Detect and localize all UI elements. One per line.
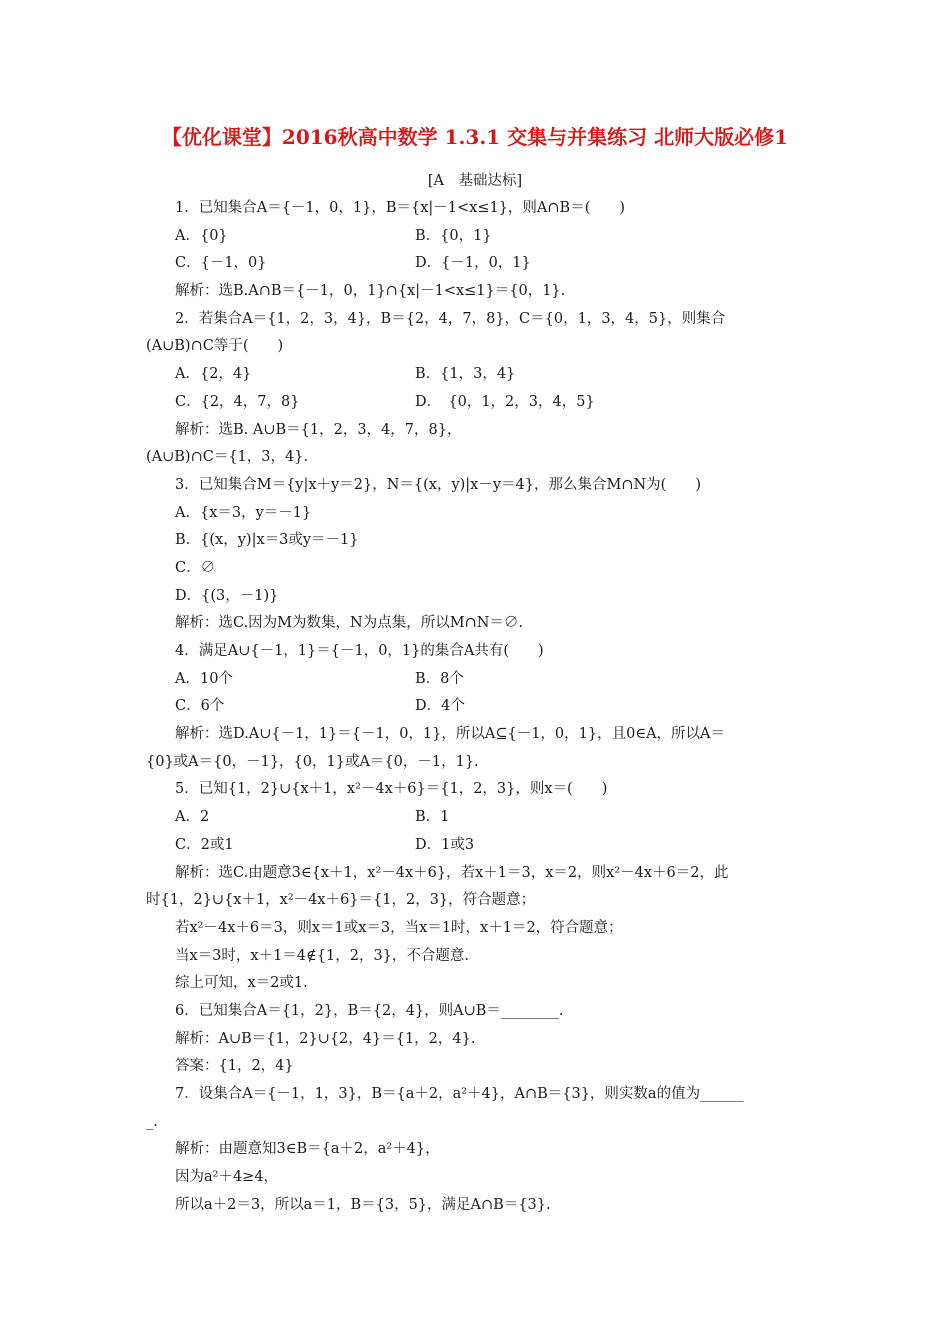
question-5-options-row-1 <box>146 804 808 832</box>
question-2-options-row-1 <box>146 361 808 389</box>
option-c: C．2或1 <box>175 836 234 853</box>
section-heading: [A 基础达标] <box>427 173 523 189</box>
question-5-conclusion: 综上可知，x＝2或1. <box>175 975 308 992</box>
option-b: B．8个 <box>415 670 464 687</box>
option-d: D．1或3 <box>415 836 475 853</box>
question-7-solution-step-3: 所以a＋2＝3，所以a＝1，B＝{3，5}，满足A∩B＝{3}. <box>175 1196 551 1213</box>
question-4-solution: 解析：选D.A∪{－1，1}＝{－1，0，1}，所以A⊆{－1，0，1}，且0∈A，所以A＝ <box>175 726 726 743</box>
question-7-stem: 7．设集合A＝{－1，1，3}，B＝{a＋2，a²＋4}，A∩B＝{3}，则实数a的值为______ <box>175 1086 744 1102</box>
question-5-solution: 解析：选C.由题意3∈{x＋1，x²－4x＋6}，若x＋1＝3，x＝2，则x²－4x＋6＝2，此 <box>175 864 729 881</box>
question-1-options-row-1 <box>146 223 808 251</box>
option-c: C．{－1，0} <box>175 255 267 272</box>
question-1-options-row-2 <box>146 250 808 278</box>
question-5-solution-case-2: 当x＝3时，x＋1＝4∉{1，2，3}，不合题意. <box>175 947 469 964</box>
option-c: C．6个 <box>175 698 225 715</box>
question-7-solution-step-2: 因为a²＋4≥4， <box>175 1169 279 1186</box>
document-title: 【优化课堂】2016秋高中数学 1.3.1 交集与并集练习 北师大版必修1 <box>161 125 789 149</box>
question-4-options-row-1 <box>146 666 808 694</box>
question-5-stem: 5．已知{1，2}∪{x＋1，x²－4x＋6}＝{1，2，3}，则x＝( ) <box>175 781 608 798</box>
question-7-stem-cont: _. <box>146 1113 158 1130</box>
option-a: A．{x＝3，y＝－1} <box>175 504 312 521</box>
question-1-stem: 1．已知集合A＝{－1，0，1}，B＝{x|－1<x≤1}，则A∩B＝( ) <box>175 200 626 216</box>
question-2-stem-cont: (A∪B)∩C等于( ) <box>146 338 284 355</box>
option-d: D．{(3，－1)} <box>175 587 279 604</box>
option-b: B．{1，3，4} <box>415 366 516 383</box>
question-2-solution: 解析：选B. A∪B＝{1，2，3，4，7，8}， <box>175 421 462 438</box>
option-a: A．2 <box>175 809 210 826</box>
question-4-options-row-2 <box>146 693 808 721</box>
question-4-stem: 4．满足A∪{－1，1}＝{－1，0，1}的集合A共有( ) <box>175 643 544 659</box>
option-d: D．4个 <box>415 698 465 715</box>
question-5-options-row-2 <box>146 832 808 860</box>
option-a: A．{2，4} <box>175 366 252 383</box>
option-a: A．10个 <box>175 670 233 687</box>
question-4-solution-cont: {0}或A＝{0，－1}，{0，1}或A＝{0，－1，1}. <box>146 753 479 770</box>
option-a: A．{0} <box>175 227 228 244</box>
question-2-stem: 2．若集合A＝{1，2，3，4}，B＝{2，4，7，8}，C＝{0，1，3，4，5}，则集合 <box>175 310 726 327</box>
question-6-answer: 答案：{1，2，4} <box>175 1058 294 1075</box>
question-6-solution: 解析：A∪B＝{1，2}∪{2，4}＝{1，2，4}. <box>175 1030 476 1047</box>
question-5-solution-cont: 时{1，2}∪{x＋1，x²－4x＋6}＝{1，2，3}，符合题意； <box>146 892 536 909</box>
document-body <box>146 195 808 1219</box>
question-7-solution: 解析：由题意知3∈B＝{a＋2，a²＋4}， <box>175 1141 440 1158</box>
option-b: B．{(x，y)|x＝3或y＝－1} <box>175 532 359 549</box>
option-b: B．{0，1} <box>415 227 492 244</box>
question-3-solution: 解析：选C.因为M为数集，N为点集，所以M∩N＝∅. <box>175 615 524 632</box>
option-c: C．∅ <box>175 559 216 576</box>
question-2-solution-cont: (A∪B)∩C＝{1，3，4}. <box>146 449 309 466</box>
question-5-solution-case-1: 若x²－4x＋6＝3，则x＝1或x＝3，当x＝1时，x＋1＝2，符合题意； <box>175 919 623 936</box>
question-1-solution: 解析：选B.A∩B＝{－1，0，1}∩{x|－1<x≤1}＝{0，1}. <box>175 283 566 300</box>
question-3-stem: 3．已知集合M＝{y|x＋y＝2}，N＝{(x，y)|x－y＝4}，那么集合M∩N为( ) <box>175 476 701 493</box>
option-b: B．1 <box>415 809 450 826</box>
option-c: C．{2，4，7，8} <box>175 393 300 410</box>
question-2-options-row-2 <box>146 389 808 417</box>
option-d: D．{－1，0，1} <box>415 255 531 272</box>
option-d: D． {0，1，2，3，4，5} <box>415 393 595 410</box>
question-6-stem: 6．已知集合A＝{1，2}，B＝{2，4}，则A∪B＝________. <box>175 1002 564 1019</box>
